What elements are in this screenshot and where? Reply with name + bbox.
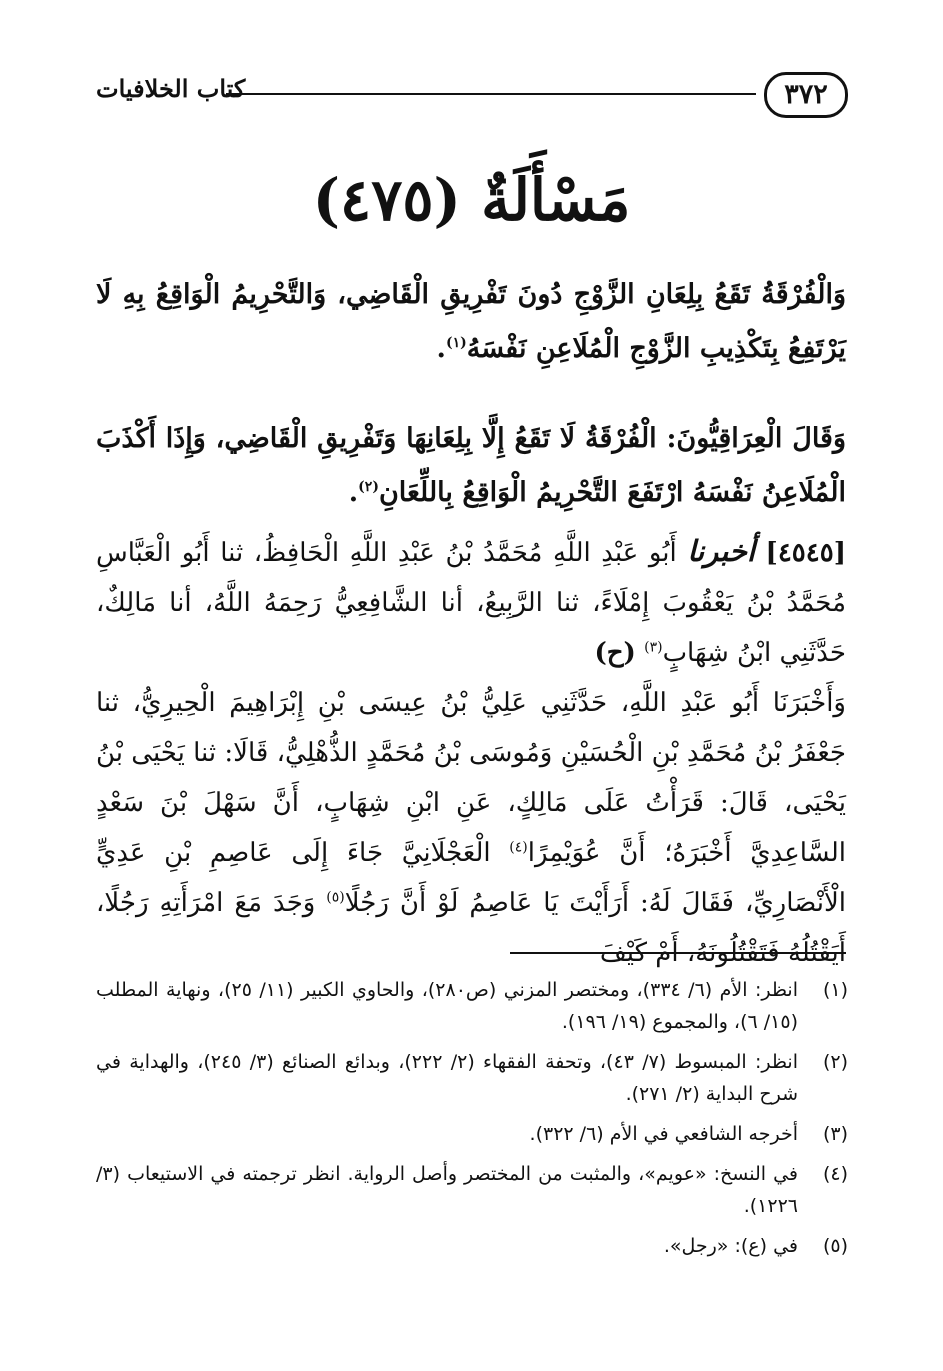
footnote (96, 1158, 848, 1222)
iraqi-opinion-end: . (348, 477, 359, 508)
page-header (96, 72, 848, 122)
hadith-paragraph (96, 526, 846, 978)
tahwil-marker: (ح) (594, 638, 636, 668)
hadith-matn-1: الْعَجْلَانِيَّ جَاءَ إِلَى عَاصِمِ بْنِ عَدِيٍّ الْأَنْصَارِيِّ، فَقَالَ لَهُ: أَرَأَيْتَ يَا عَاصِمُ لَوْ أَنَّ رَجُلًا (96, 838, 846, 918)
hadith-number: [٤٥٤٥] (765, 538, 847, 568)
iraqi-opinion (96, 412, 846, 520)
masala-statement-text: وَالْفُرْقَةُ تَقَعُ بِلِعَانِ الزَّوْجِ دُونَ تَفْرِيقِ الْقَاضِي، وَالتَّحْرِيمُ الْوَاقِعُ بِهِ لَا يَرْتَفِعُ بِتَكْذِيبِ الزَّوْجِ الْمُلَاعِنِ نَفْسَهُ (96, 279, 846, 364)
header-rule (226, 93, 756, 95)
footnote-number: (٢) (822, 1051, 848, 1073)
masala-statement-end: . (436, 333, 446, 364)
masala-statement (96, 268, 846, 376)
footnote (96, 1230, 848, 1262)
footnote-text: في النسخ: «عويم»، والمثبت من المختصر وأصل الرواية. انظر ترجمته في الاستيعاب (٣/ ١٢٢٦). (96, 1163, 798, 1217)
footnote-ref-3: (٣) (644, 639, 663, 656)
footnote-ref-1: (١) (445, 335, 467, 351)
footnote (96, 1118, 848, 1150)
footnote-text: انظر: المبسوط (٧/ ٤٣)، وتحفة الفقهاء (٢/ ٢٢٢)، وبدائع الصنائع (٣/ ٢٤٥)، والهداية في شرح البداية (٢/ ٢٧١). (96, 1051, 798, 1105)
footnote-number: (٥) (822, 1235, 848, 1257)
footnote-ref-4: (٤) (509, 839, 528, 856)
masala-title: مَسْأَلَةٌ (٤٧٥) (312, 166, 631, 234)
footnote (96, 974, 848, 1038)
akhbarana-label: أخبرنا (687, 534, 755, 568)
hadith-isnad-1: أَبُو عَبْدِ اللَّهِ مُحَمَّدُ بْنُ عَبْدِ اللَّهِ الْحَافِظُ، ثنا أَبُو الْعَبَّاسِ مُحَمَّدُ بْنُ يَعْقُوبَ إِمْلَاءً، ثنا الرَّبِيعُ، أنا الشَّافِعِيُّ رَحِمَهُ اللَّهُ، أنا مَالِكٌ، حَدَّثَنِي ابْنُ شِهَابٍ (96, 538, 846, 668)
footnote-separator (510, 952, 846, 954)
footnote-ref-5: (٥) (326, 889, 345, 906)
footnote-text: أخرجه الشافعي في الأم (٦/ ٣٢٢). (529, 1123, 798, 1145)
footnote-number: (٤) (822, 1163, 848, 1185)
page-number: ٣٧٢ (764, 72, 848, 118)
book-title: كتاب الخلافيات (96, 74, 246, 103)
footnote-text: انظر: الأم (٦/ ٣٣٤)، ومختصر المزني (ص٢٨٠)، والحاوي الكبير (١١/ ٢٥)، ونهاية المطلب (١٥/ ٦)، والمجموع (١٩/ ١٩٦). (96, 979, 798, 1033)
footnotes (96, 974, 848, 1270)
footnote-number: (١) (822, 979, 848, 1001)
footnote-ref-2: (٢) (358, 479, 379, 495)
hadith-isnad-2: وَأَخْبَرَنَا أَبُو عَبْدِ اللَّهِ، حَدَّثَنِي عَلِيُّ بْنُ عِيسَى بْنِ إِبْرَاهِيمَ الْحِيرِيُّ، ثنا جَعْفَرُ بْنُ مُحَمَّدِ بْنِ الْحُسَيْنِ وَمُوسَى بْنُ مُحَمَّدٍ الذُّهْلِيُّ، قَالَا: ثنا يَحْيَى بْنُ يَحْيَى، قَالَ: قَرَأْتُ عَلَى مَالِكٍ، عَنِ ابْنِ شِهَابٍ، أَنَّ سَهْلَ بْنَ سَعْدٍ السَّاعِدِيَّ أَخْبَرَهُ؛ أَنَّ عُوَيْمِرًا (96, 688, 847, 868)
footnote-text: في (ع): «رجل». (663, 1235, 798, 1257)
hadith-matn-2: وَجَدَ مَعَ امْرَأَتِهِ رَجُلًا، أَيَقْتُلُهُ فَتَقْتُلُونَهُ، أَمْ كَيْفَ (96, 888, 846, 968)
iraqi-opinion-text: وَقَالَ الْعِرَاقِيُّونَ: الْفُرْقَةُ لَا تَقَعُ إِلَّا بِلِعَانِهَا وَتَفْرِيقِ الْقَاضِي، وَإِذَا أَكْذَبَ الْمُلَاعِنُ نَفْسَهُ ارْتَفَعَ التَّحْرِيمُ الْوَاقِعُ بِاللِّعَانِ (96, 423, 846, 508)
footnote-number: (٣) (822, 1123, 848, 1145)
footnote (96, 1046, 848, 1110)
